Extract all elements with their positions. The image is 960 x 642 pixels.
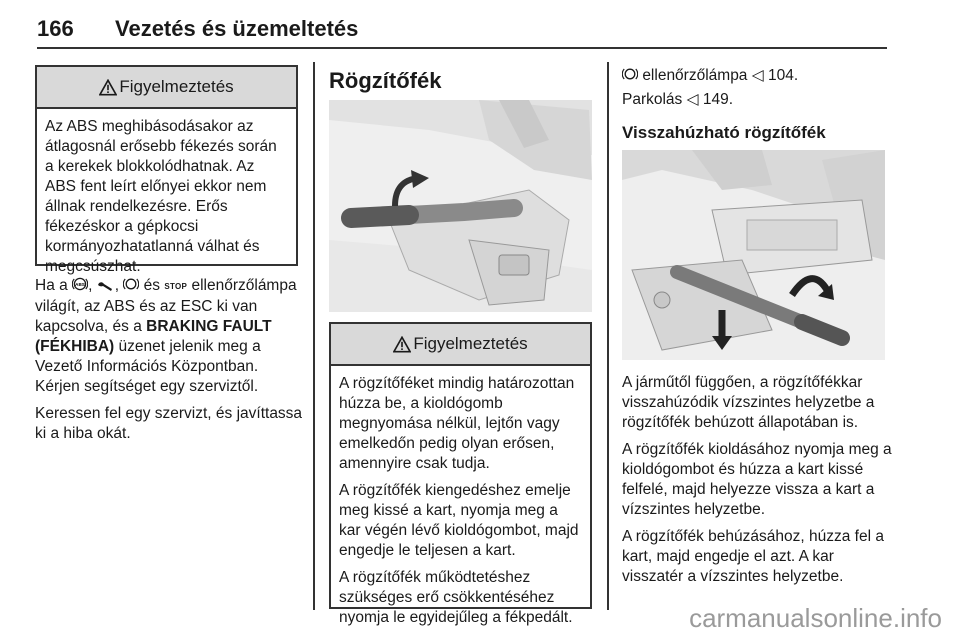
warning-header (331, 324, 590, 366)
parking-brake-heading: Rögzítőfék (329, 68, 442, 93)
abs-paragraph: Ha a ABS , , és STOP ellenőrzőlámpa világít, az ABS és az ESC ki van kapcsolva, és a BRAKING FAULT (FÉKHIBA) üzenet jelenik meg a Vezető Információs Központban. Kérjen segítséget egy szerviztől. (35, 277, 297, 395)
retractable-paragraph-1: A járműtől függően, a rögzítőfékkar visszahúzódik vízszintes helyzetbe a rögzítőfék behúzott állapotában is. (622, 374, 875, 431)
abs-icon (72, 276, 88, 292)
service-paragraph: Keressen fel egy szervizt, és javíttassa ki a hiba okát. (35, 405, 303, 442)
page-number: 166 (37, 16, 74, 41)
brake-icon (123, 276, 139, 292)
page-ref-arrow-icon: ◁ (686, 91, 699, 108)
warning-header (37, 67, 296, 109)
wrench-icon (97, 278, 115, 292)
retractable-brake-heading: Visszahúzható rögzítőfék (622, 123, 826, 142)
page-header (37, 14, 887, 54)
retractable-brake-photo (622, 150, 885, 360)
warning-text: Az ABS meghibásodásakor az átlagosnál erősebb fékezés során a kerekek blokkolódhatnak. Az ABS fent leírt előnyei ekkor nem állnak rendelkezésre. Erős fékezéskor a gépkocsi kormányozhatatlanná válhat és megcsúszhat. (45, 118, 277, 275)
abs-text (35, 276, 303, 451)
page-link-104[interactable]: 104. (767, 67, 799, 84)
warning-title: Figyelmeztetés (413, 334, 528, 353)
page-ref-arrow-icon: ◁ (751, 67, 764, 84)
warning-paragraph-1: A rögzítőféket mindig határozottan húzza be, a kioldógomb megnyomása nélkül, lejtőn vagy emelkedőn pedig olyan erősen, amennyire csak tudja. (339, 375, 575, 472)
column-divider-left (313, 62, 315, 610)
parking-reference: Parkolás ◁ 149. (622, 91, 734, 108)
brake-icon (622, 66, 638, 82)
warning-title: Figyelmeztetés (119, 77, 234, 96)
warning-paragraph-2: A rögzítőfék kiengedéshez emelje meg kissé a kart, nyomja meg a kar végén lévő kioldógombot, majd engedje le teljesen a kart. (339, 482, 579, 559)
stop-icon: STOP (164, 282, 188, 291)
retractable-paragraph-3: A rögzítőfék behúzásához, húzza fel a kart, majd engedje el azt. A kar visszatér a vízszintes helyzetbe. (622, 528, 884, 585)
warning-triangle-icon (99, 79, 117, 96)
page-link-149[interactable]: 149. (702, 91, 734, 108)
braking-fault-message: BRAKING FAULT (FÉKHIBA) (35, 318, 272, 355)
section-title: Vezetés és üzemeltetés (115, 16, 359, 41)
reference-lines (622, 66, 892, 117)
column-divider-right (607, 62, 609, 610)
watermark: carmanualsonline.info (689, 603, 942, 633)
abs-warning-box (35, 65, 298, 275)
warning-triangle-icon (393, 336, 411, 353)
warning-paragraph-3: A rögzítőfék működtetéshez szükséges erő csökkentéséhez nyomja le egyidejűleg a fékpedált. (339, 569, 573, 626)
header-rule (37, 47, 887, 49)
retractable-brake-text (622, 373, 892, 594)
parking-brake-photo (329, 100, 592, 312)
brake-lamp-reference: ellenőrzőlámpa ◁ 104. (622, 66, 892, 86)
retractable-paragraph-2: A rögzítőfék kioldásához nyomja meg a kioldógombot és húzza a kart kissé felfelé, majd helyezze vissza a kart a vízszintes helyzetbe. (622, 441, 892, 518)
parking-brake-warning-box (329, 322, 592, 626)
svg-text:ABS: ABS (75, 282, 85, 287)
